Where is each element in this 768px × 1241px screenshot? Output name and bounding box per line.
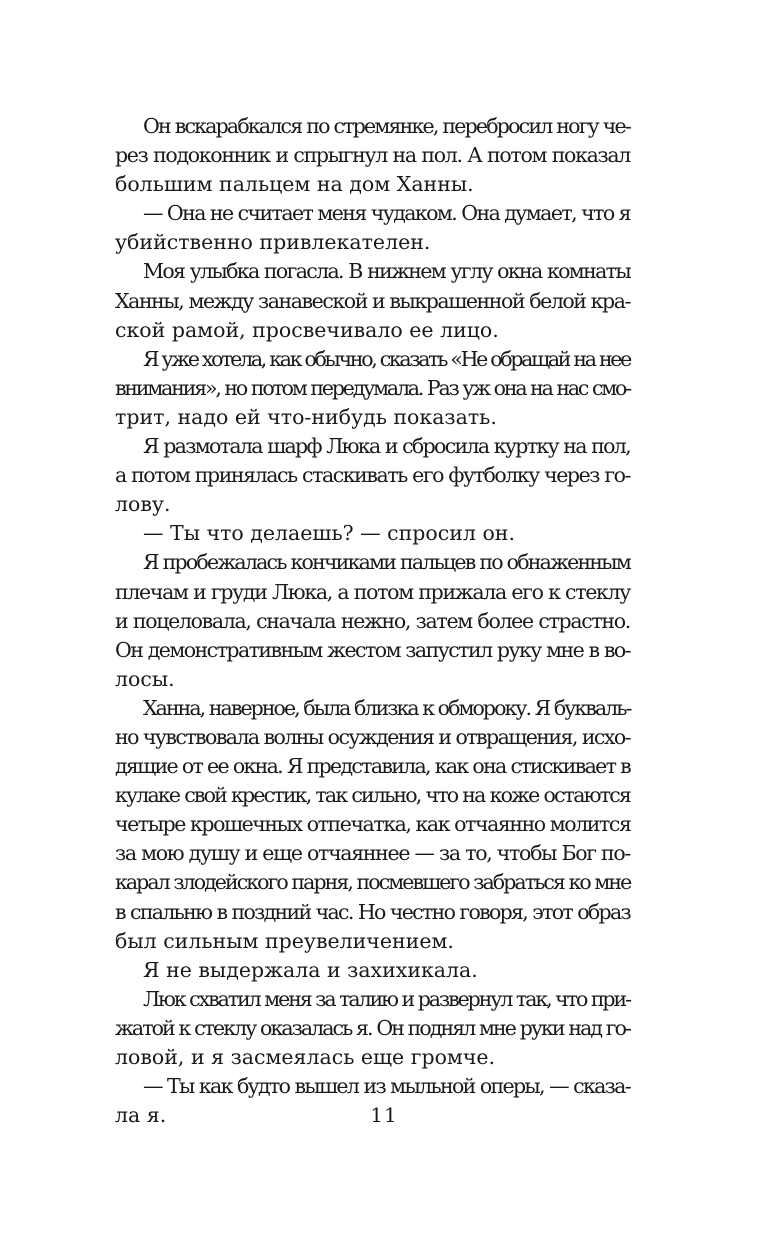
text-line: был сильным преувеличением.	[115, 928, 454, 953]
text-line: и поцеловала, сначала нежно, затем более страстно.	[115, 608, 630, 633]
paragraph	[115, 956, 630, 985]
page-number: 11	[370, 1103, 398, 1127]
text-line: — Ты как будто вышел из мыльной оперы, — сказа-	[143, 1074, 630, 1099]
text-line: Я размотала шарф Люка и сбросила куртку на пол,	[143, 434, 630, 459]
text-line: Он демонстративным жестом запустил руку мне в во-	[115, 637, 630, 662]
text-line: жатой к стеклу оказалась я. Он поднял мне руки над го-	[115, 1015, 630, 1040]
paragraph	[115, 985, 630, 1072]
paragraph	[115, 432, 630, 519]
paragraph	[115, 199, 630, 257]
text-line: трит, надо ей что-нибудь показать.	[115, 404, 497, 429]
text-line: Он вскарабкался по стремянке, перебросил ногу че-	[143, 114, 630, 138]
paragraph	[115, 112, 630, 199]
text-line: Я не выдержала и захихикала.	[143, 957, 478, 982]
text-line: но чувствовала волны осуждения и отвращения, исхо-	[115, 724, 630, 749]
text-line: рез подоконник и спрыгнул на пол. А потом показал	[115, 143, 630, 168]
text-line: большим пальцем на дом Ханны.	[115, 172, 474, 197]
text-line: ской рамой, просвечивало ее лицо.	[115, 317, 499, 342]
text-line: Ханна, наверное, была близка к обмороку. Я букваль-	[143, 695, 631, 720]
text-line: — Она не считает меня чудаком. Она думает, что я	[143, 201, 630, 226]
text-line: плечам и груди Люка, а потом прижала его к стеклу	[115, 579, 630, 604]
text-line: лосы.	[115, 666, 175, 691]
text-line: Я уже хотела, как обычно, сказать «Не обращай на нее	[143, 346, 630, 371]
text-line: Люк схватил меня за талию и развернул так, что при-	[143, 986, 630, 1011]
text-line: а потом принялась стаскивать его футболку через го-	[115, 463, 630, 488]
text-line: Я пробежалась кончиками пальцев по обнаженным	[143, 550, 630, 575]
paragraph	[115, 519, 630, 548]
paragraph	[115, 257, 630, 344]
text-line: дящие от ее окна. Я представила, как она стискивает в	[115, 754, 630, 779]
text-line: лову.	[115, 492, 171, 517]
paragraph	[115, 694, 630, 956]
text-line: убийственно привлекателен.	[115, 230, 431, 255]
text-line: четыре крошечных отпечатка, как отчаянно молится	[115, 812, 631, 837]
text-line: в спальню в поздний час. Но честно говоря, этот образ	[115, 899, 630, 924]
page-body	[115, 112, 630, 1130]
text-line: Ханны, между занавеской и выкрашенной белой кра-	[115, 288, 630, 313]
text-line: карал злодейского парня, посмевшего забраться ко мне	[115, 870, 631, 895]
text-line: внимания», но потом передумала. Раз уж она на нас смо-	[115, 375, 630, 400]
text-line: Моя улыбка погасла. В нижнем углу окна комнаты	[143, 259, 630, 284]
text-line: кулаке свой крестик, так сильно, что на коже остаются	[115, 783, 630, 808]
paragraph	[115, 548, 630, 693]
text-line: ловой, и я засмеялась еще громче.	[115, 1045, 496, 1069]
paragraph	[115, 345, 630, 432]
text-line: ла я.	[115, 1103, 167, 1128]
text-line: за мою душу и еще отчаяннее — за то, чтобы Бог по-	[115, 841, 630, 866]
text-line: — Ты что делаешь? — спросил он.	[143, 521, 515, 546]
